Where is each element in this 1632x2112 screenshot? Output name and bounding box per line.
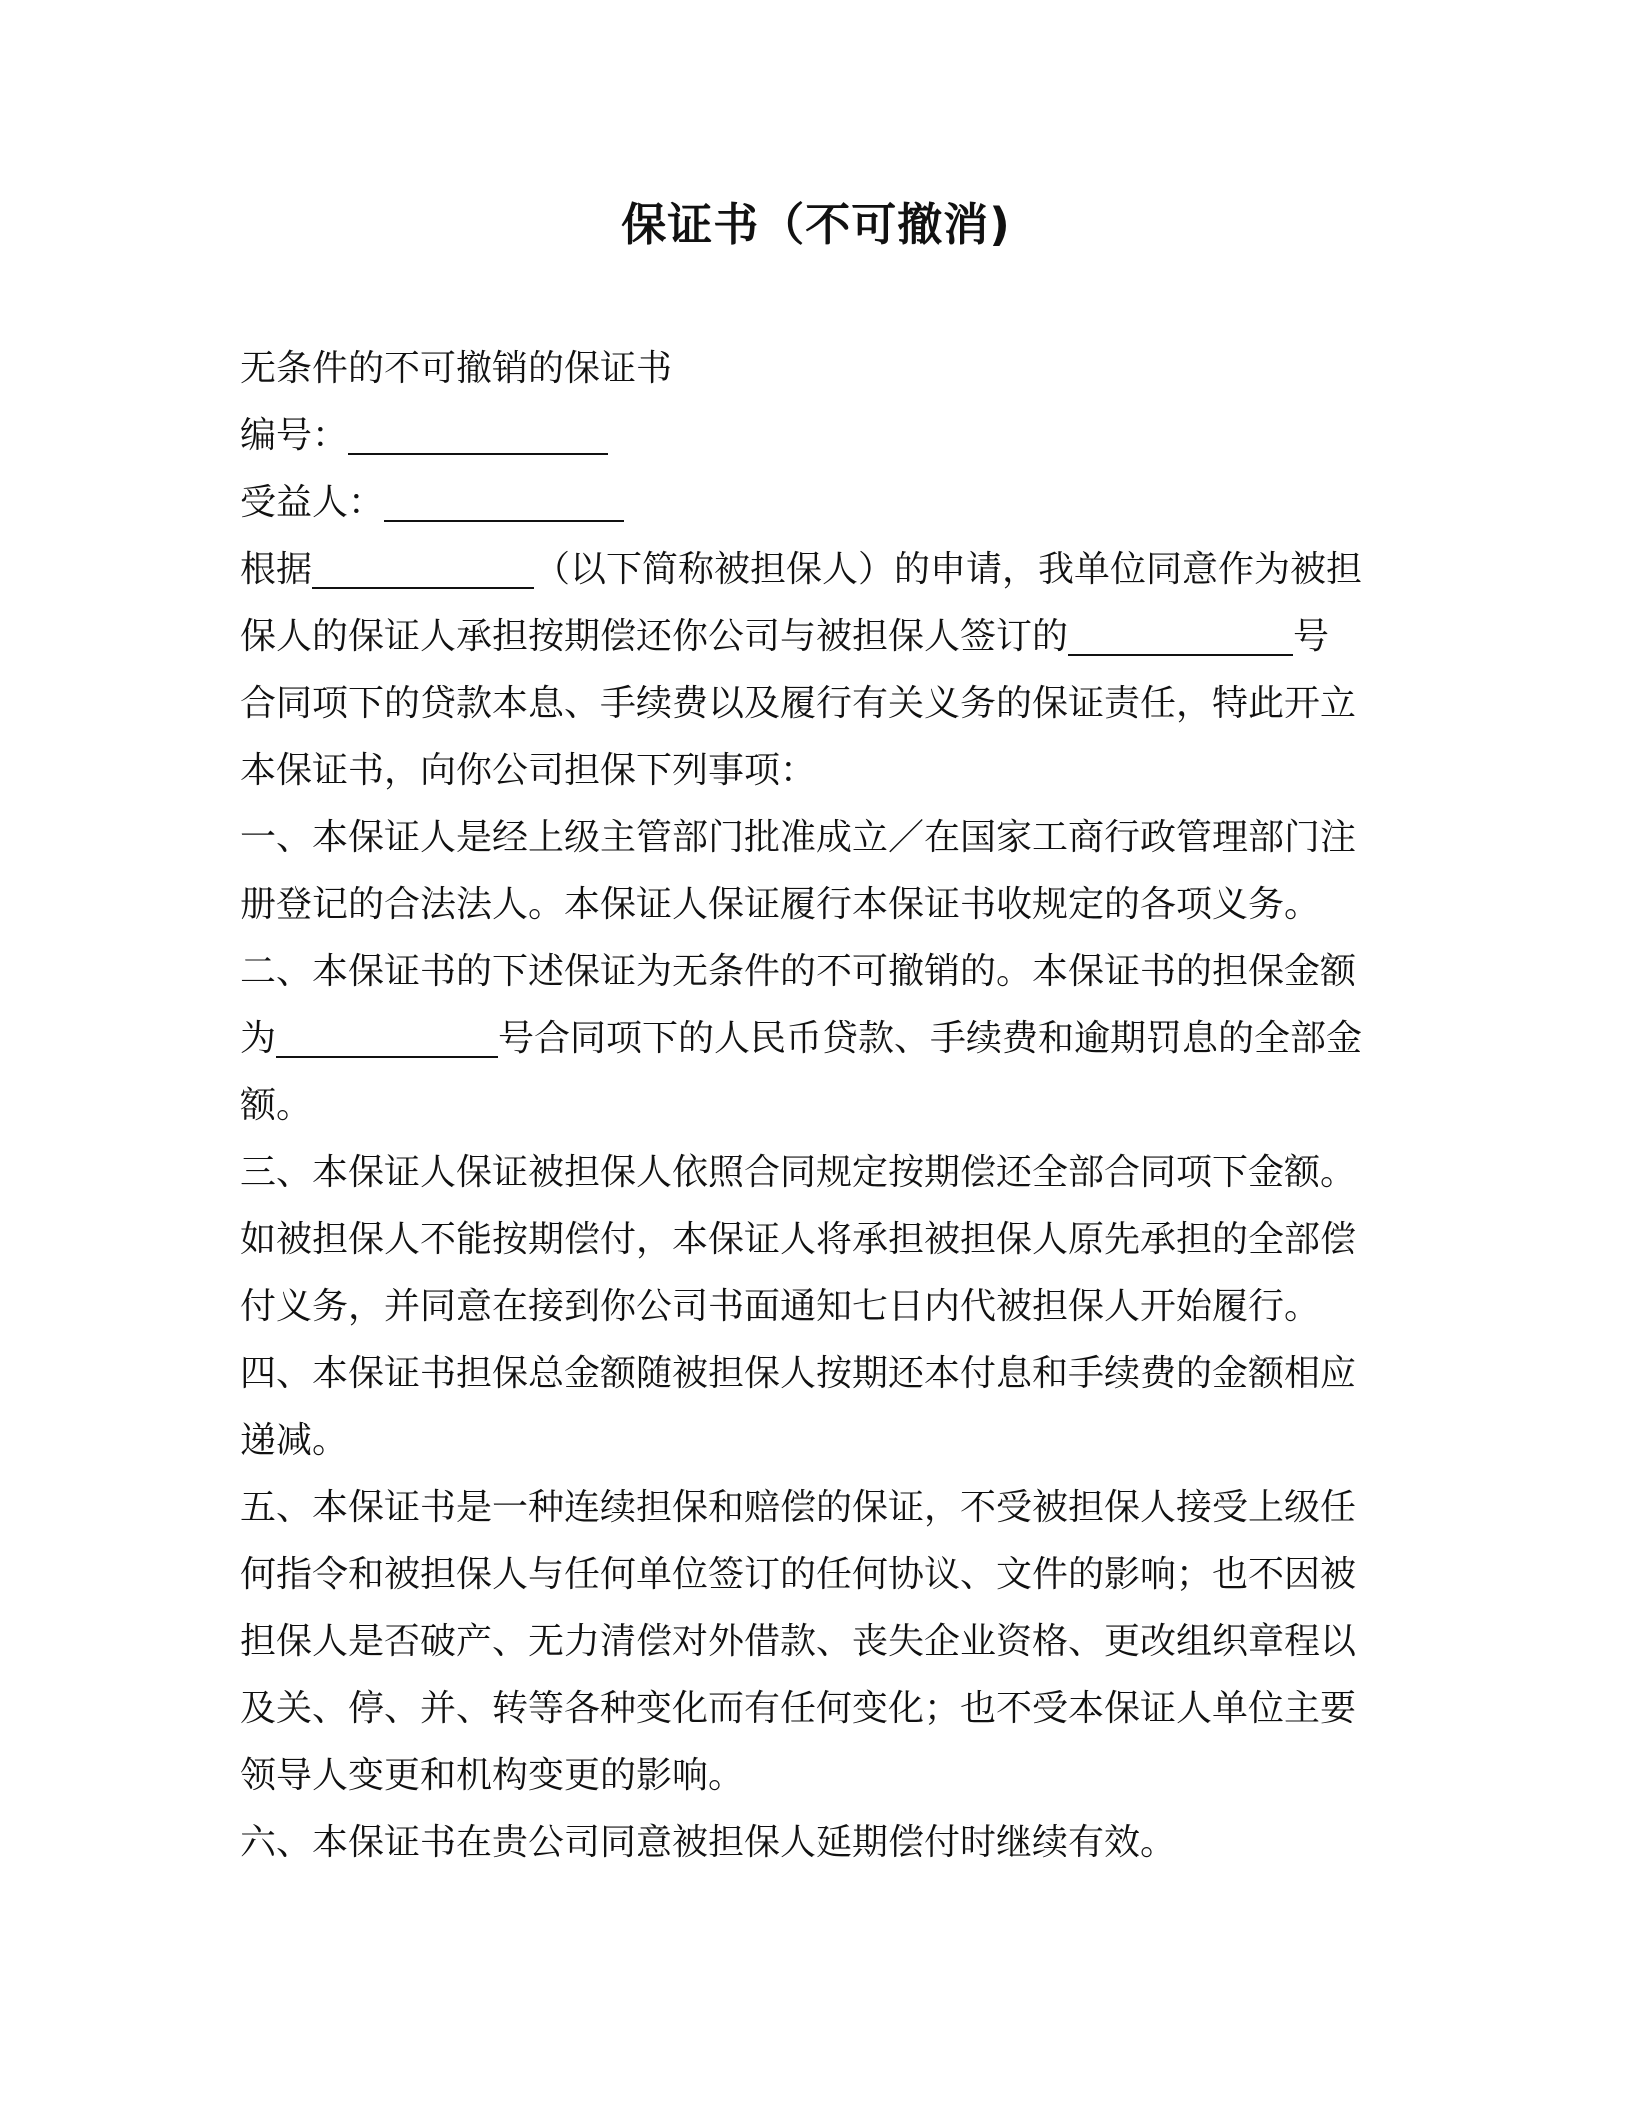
item5-line-4: 及关、停、并、转等各种变化而有任何变化；也不受本保证人单位主要: [240, 1688, 1357, 1729]
basis-part1: 根据: [240, 549, 313, 590]
item6-line-1: 六、本保证书在贵公司同意被担保人延期偿付时继续有效。: [240, 1822, 1177, 1863]
beneficiary-label: 受益人：: [240, 482, 385, 523]
item2-line-2: [240, 1005, 1400, 1072]
basis-line-1: [240, 536, 1400, 603]
contract-number-blank[interactable]: [1068, 608, 1293, 656]
number-label: 编号：: [240, 415, 349, 456]
item3-line-1: 三、本保证人保证被担保人依照合同规定按期偿还全部合同项下金额。: [240, 1152, 1357, 1193]
number-blank[interactable]: [348, 407, 608, 455]
beneficiary-line: [240, 469, 1400, 536]
item2-line-1: 二、本保证书的下述保证为无条件的不可撤销的。本保证书的担保金额: [240, 951, 1357, 992]
basis-part4: 号: [1293, 616, 1330, 657]
item2-line2-suffix: 号合同项下的人民币贷款、手续费和逾期罚息的全部金: [498, 1018, 1363, 1059]
document-body: [240, 335, 1400, 1876]
basis-part3: 保人的保证人承担按期偿还你公司与被担保人签订的: [240, 616, 1069, 657]
item3-line-2: 如被担保人不能按期偿付，本保证人将承担被担保人原先承担的全部偿: [240, 1219, 1357, 1260]
item1-line-1: 一、本保证人是经上级主管部门批准成立／在国家工商行政管理部门注: [240, 817, 1357, 858]
item5-line-3: 担保人是否破产、无力清偿对外借款、丧失企业资格、更改组织章程以: [240, 1621, 1357, 1662]
intro-line: 无条件的不可撤销的保证书: [240, 348, 673, 389]
item2-line2-prefix: 为: [240, 1018, 277, 1059]
item2-line-3: 额。: [240, 1085, 313, 1126]
item1-line-2: 册登记的合法法人。本保证人保证履行本保证书收规定的各项义务。: [240, 884, 1321, 925]
basis-line-2: [240, 603, 1400, 670]
basis-line-3: 合同项下的贷款本息、手续费以及履行有关义务的保证责任，特此开立: [240, 683, 1357, 724]
beneficiary-blank[interactable]: [384, 474, 624, 522]
item5-line-5: 领导人变更和机构变更的影响。: [240, 1755, 745, 1796]
item5-line-2: 何指令和被担保人与任何单位签订的任何协议、文件的影响；也不因被: [240, 1554, 1357, 1595]
basis-line-4: 本保证书，向你公司担保下列事项：: [240, 750, 817, 791]
item5-line-1: 五、本保证书是一种连续担保和赔偿的保证，不受被担保人接受上级任: [240, 1487, 1357, 1528]
basis-part2: （以下简称被担保人）的申请，我单位同意作为被担: [534, 549, 1363, 590]
item4-line-1: 四、本保证书担保总金额随被担保人按期还本付息和手续费的金额相应: [240, 1353, 1357, 1394]
item4-line-2: 递减。: [240, 1420, 349, 1461]
item3-line-3: 付义务，并同意在接到你公司书面通知七日内代被担保人开始履行。: [240, 1286, 1321, 1327]
guarantee-amount-contract-blank[interactable]: [276, 1010, 498, 1058]
guaranteed-party-blank[interactable]: [312, 541, 534, 589]
document-title: 保证书（不可撤消): [621, 198, 1011, 251]
number-line: [240, 402, 1400, 469]
